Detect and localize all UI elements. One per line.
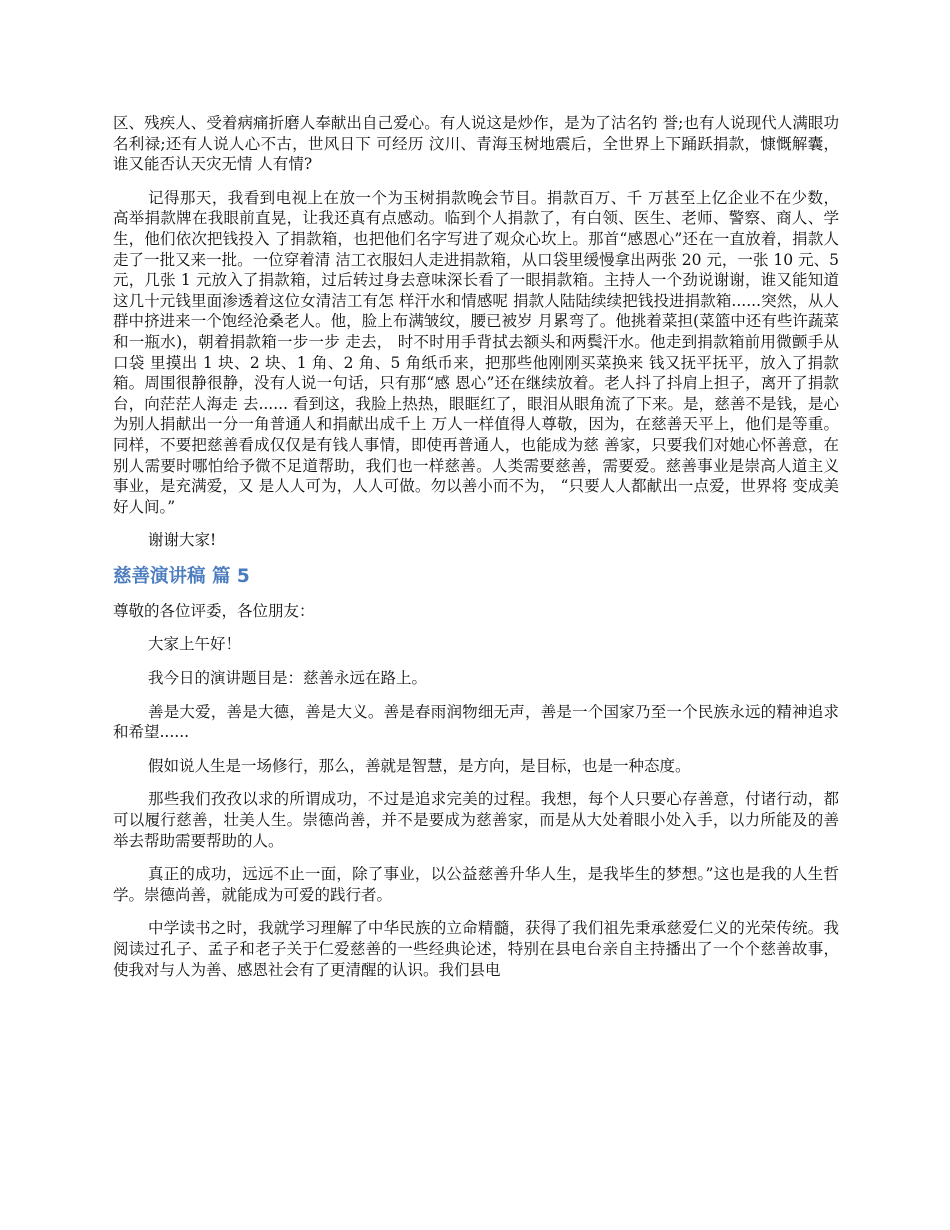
document-page [113, 113, 839, 980]
greeting-line: 大家上午好！ [148, 635, 242, 654]
body-paragraph: 中学读书之时，我就学习理解了中华民族的立命精髓，获得了我们祖先秉承慈爱仁义的光荣传统。我阅读过孔子、孟子和老子关于仁爱慈善的一些经典论述，特别在县电台亲自主持播出了一个个慈善故事，使我对与人为善、感恩社会有了更清醒的认识。我们县电 [113, 919, 839, 979]
body-paragraph: 假如说人生是一场修行，那么，善就是智慧，是方向，是目标，也是一种态度。 [148, 756, 691, 775]
intro-paragraph: 区、残疾人、受着病痛折磨人奉献出自己爱心。有人说这是炒作，是为了沽名钓 誉;也有人说现代人满眼功名利禄;还有人说人心不古，世风日下 可经历 汶川、青海玉树地震后，全世界上下踊跃捐款，慷慨解囊，谁又能否认天灾无情 人有情? [113, 114, 839, 174]
body-paragraph: 善是大爱，善是大德，善是大义。善是春雨润物细无声，善是一个国家乃至一个民族永远的精神追求和希望...... [113, 702, 839, 742]
body-paragraph: 那些我们孜孜以求的所谓成功，不过是追求完美的过程。我想，每个人只要心存善意，付诸行动，都可以履行慈善，壮美人生。崇德尚善，并不是要成为慈善家，而是从大处着眼小处入手，以力所能及的善举去帮助需要帮助的人。 [113, 790, 839, 850]
body-paragraph: 真正的成功，远远不止一面，除了事业，以公益慈善升华人生，是我毕生的梦想。”这也是我的人生哲学。崇德尚善，就能成为可爱的践行者。 [113, 865, 839, 904]
thanks-line: 谢谢大家! [148, 531, 217, 550]
salutation: 尊敬的各位评委，各位朋友： [113, 601, 315, 620]
section-heading: 慈善演讲稿 篇 5 [113, 565, 250, 587]
topic-line: 我今日的演讲题目是：慈善永远在路上。 [148, 669, 428, 688]
story-paragraph: 记得那天，我看到电视上在放一个为玉树捐款晚会节目。捐款百万、千 万甚至上亿企业不在少数， 高举捐款牌在我眼前直晃，让我还真有点感动。临到个人捐款了，有白领、医生、老师、警察、商人、学生，他们依次把钱投入 了捐款箱，也把他们名字写进了观众心坎上。那首“感恩心”还在一直放着，捐款人走了一批又来一批。一位穿着清 洁工衣服妇人走进捐款箱，从口袋里缓慢拿出两张 20 元，一张 10 元、5 元，几张 1 元放入了捐款箱，过后转过身去意味深长看了一眼捐款箱。主持人一个劲说谢谢，谁又能知道这几十元钱里面渗透着这位女清洁工有怎 样汗水和情感呢 捐款人陆陆续续把钱投进捐款箱......突然，从人群中挤进来一个饱经沧桑老人。他，脸上布满皱纹，腰已被岁 月累弯了。他挑着菜担(菜篮中还有些许蔬菜和一瓶水)，朝着捐款箱一步一步 走去， 时不时用手背拭去额头和两鬓汗水。他走到捐款箱前用微颤手从口袋 里摸出 1 块、2 块、1 角、2 角、5 角纸币来，把那些他刚刚买菜换来 钱又抚平抚平，放入了捐款箱。周围很静很静，没有人说一句话，只有那“感 恩心”还在继续放着。老人抖了抖肩上担子，离开了捐款台，向茫茫人海走 去...... 看到这，我脸上热热，眼眶红了，眼泪从眼角流了下来。是，慈善不是钱，是心为别人捐献出一分一角普通人和捐献出成千上 万人一样值得人尊敬，因为，在慈善天平上，他们是等重。同样，不要把慈善看成仅仅是有钱人事情，即使再普通人，也能成为慈 善家，只要我们对她心怀善意，在别人需要时哪怕给予微不足道帮助，我们也一样慈善。人类需要慈善，需要爱。慈善事业是崇高人道主义事业，是充满爱，又 是人人可为，人人可做。勿以善小而不为， “只要人人都献出一点爱，世界将 变成美好人间。” [113, 188, 839, 516]
